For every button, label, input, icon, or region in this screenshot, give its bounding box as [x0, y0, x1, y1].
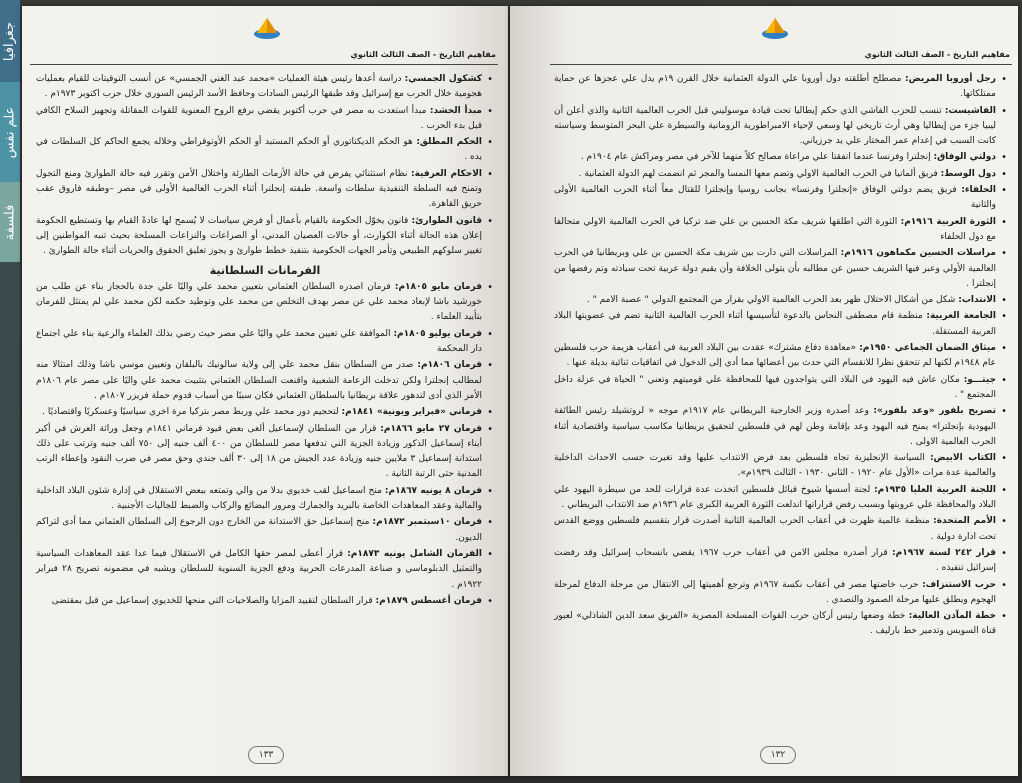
glossary-definition: مصطلح أطلقته دول أوروبا علي الدولة العثمانية خلال القرن ١٩م يدل علي عجزها عن حماية ممتلكاتها. [554, 74, 996, 100]
glossary-entry [554, 72, 996, 103]
glossary-definition: شكل من أشكال الاحتلال ظهر بعد الحرب العالمية الاولي بقرار من المجتمع الدولي " عصبة الامم " . [586, 295, 959, 306]
glossary-definition: الموافقة علي تعيين محمد علي واليًا علي مصر حيث رضي بذلك العلماء والرعية بناء علي اجتماع دار المحكمة [36, 328, 482, 355]
glossary-definition: دراسة أعدها رئيس هيئة العمليات «محمد عبد الغني الجمسي» عن أنسب التوقيتات للقيام بعمليات هجومية خلال الحرب مع إسرائيل وقد طبقها الرئيس السادات وحافظ الأسد الرئيس السوري خلال حرب اكتوبر ١٩٧٣م . [36, 74, 482, 100]
glossary-entry [36, 405, 482, 420]
tab-psychology[interactable] [0, 82, 20, 182]
glossary-definition: لجنة أسسها شيوخ قبائل فلسطين اتخذت عدة قرارات للحد من سيطرة اليهود علي البلاد والمحافظة علي عروبتها وبسبب رفض قراراتها اندلعت الثورة العربية الكبرى عام ١٩٣٦م ضد الانتداب البريطاني . [554, 484, 996, 511]
glossary-definition: نظام استثنائي يفرض في حالة الأزمات الطارئة واختلال الأمن وتقرر فيه حالة الطوارئ ومنع التجول وتمنح فيه السلطة التنفيذية سلطات واسعة. طبقته إنجلترا أثناء الحرب العالمية الأولى في مصر –وطبقه فاروق عقب حريق القاهرة. [36, 168, 482, 210]
glossary-entry [554, 167, 996, 182]
tab-label: فلسفة [2, 204, 18, 240]
glossary-entry [554, 546, 996, 577]
glossary-definition: «معاهدة دفاع مشترك» عقدت بين البلاد العربية في أعقاب هزيمة حرب فلسطين عام ١٩٤٨م لكنها لم تتحقق نظرا للانقسام التي حدث بين أعضائها مما أدي إلى الدخول في اتفاقيات ثنائية بديلة عنها . [554, 343, 996, 369]
tab-label: علم نفس [2, 106, 18, 158]
glossary-definition: قرار السلطان لتقييد المزايا والصلاحيات التي منحها للخديوي إسماعيل من قبل بمقتضى [51, 595, 376, 606]
glossary-term: الأمم المتحدة: [933, 516, 996, 527]
glossary-entry [554, 404, 996, 450]
page-header: مفاهيم التاريخ - الصف الثالث الثانوي [864, 50, 1010, 59]
header-rule [30, 64, 498, 65]
glossary-term: مراسلات الحسين مكماهون ١٩١٦م: [840, 248, 996, 259]
glossary-entry [36, 167, 482, 213]
glossary-entry [554, 341, 996, 372]
glossary-entry [36, 72, 482, 103]
tab-geography[interactable] [0, 0, 20, 82]
glossary-definition: وعد أصدره وزير الخارجية البريطاني عام ١٩١٧م موجه « لروتشيلد رئيس الطائفة اليهودية بإنجلترا» يمنح فيه اليهود وعد بإقامة وطن لهم في فلسطين لتحقيق بريطانيا مكاسب سياسية واقتصادية أثناء الحرب العالمية الاولى . [554, 406, 996, 447]
glossary-entry [554, 150, 996, 165]
glossary-definition: خطة وضعها رئيس أركان حرب القوات المسلحة المصرية «الفريق سعد الدين الشاذلي» لعبور قناة السويس وتدمير خط بارليف . [554, 611, 996, 637]
glossary-list [554, 72, 1008, 640]
glossary-definition: المراسلات التي دارت بين شريف مكة الحسين بن علي وبريطانيا في الحرب العالمية الأولي وعبر فيها الشريف حسين عن مطالبه بأن يتولى الخلافة وأن يقيم دولة عربية تحت سيادته وتم رفضها من إنجلترا . [554, 248, 996, 289]
glossary-term: الجامعة العربية: [926, 311, 997, 322]
glossary-entry [554, 514, 996, 545]
glossary-definition: قرار أعطى لمصر حقها الكامل في الاستقلال فيما عدا عقد المعاهدات السياسية والتمثيل الدبلوماسي و صناعة المدرعات الحربية ودفع الجزية السنوية للسلطان ويشبه في مضمونه تصريح ٢٨ فبراير ١٩٢٢م . [36, 548, 482, 590]
glossary-definition: قرار من السلطان لإسماعيل ألغى بعض قيود فرماني ١٨٤١م وجعل وراثة العرش في أكبر أبناء إسماعيل الذكور وزيادة الجزية التي تدفعها مصر للسلطان من ٤٠٠ ألف جنيه إلى ٧٥٠ ألف جنيه وترتب على ذلك استدانة إسماعيل ٣ ملايين جنيه وزيادة عدد الجيش من ١٨ إلى ٣٠ ألف جندي وحق مصر في ضرب النقود وإعطاء الرتب المدنية حتى الرتبة الثانية . [36, 423, 483, 480]
glossary-definition: الثورة التي اطلقها شريف مكة الحسين بن علي ضد تركيا في الحرب العالمية الاولي متحالفا مع دول الحلفاء [554, 216, 996, 242]
section-title: الفرمانات السلطانية [209, 263, 321, 277]
glossary-term: الفرمان الشامل يونيه ١٨٧٣م: [347, 548, 482, 559]
page-133 [22, 6, 508, 776]
glossary-entry [36, 214, 482, 260]
glossary-entry [554, 104, 996, 150]
glossary-entry [554, 183, 996, 214]
glossary-definition: فريق يضم دولتي الوفاق «إنجلترا وفرنسا» بجانب روسيا وإنجلترا للقتال معاً أثناء الحرب العالمية الأولى والثانية [554, 185, 996, 211]
glossary-definition: مكان عاش فيه اليهود في البلاد التي يتواجدون فيها للمحافظة علي قوميتهم وتعني " الحياة في عزلة داخل المجتمع " . [554, 374, 996, 400]
page-header: مفاهيم التاريخ - الصف الثالث الثانوي [350, 50, 496, 59]
glossary-term: فرمان يوليو ١٨٠٥م: [393, 328, 482, 339]
glossary-definition: فرمان اصدره السلطان العثماني بتعيين محمد علي واليًا علي جدة بالحجاز بناء عن طلب من خورشيد باشا لإبعاد محمد علي عن مصر بهدف التخلص من محمد علي وتوطيد حكمه لكن محمد علي لم يمتثل للفرمان بتأييد العلماء . [36, 281, 482, 323]
glossary-term: دول الوسط: [940, 168, 996, 179]
glossary-definition: لتحجيم دور محمد علي وربط مصر بتركيا مرة اخري سياسيًا وعسكريًا واقتصاديًا . [42, 407, 342, 418]
glossary-term: الحكم المطلق: [416, 137, 482, 148]
glossary-term: فرمان ٢٧ مايو ١٨٦٦م: [380, 423, 483, 434]
glossary-entry [36, 327, 482, 358]
glossary-term: دولتي الوفاق: [933, 152, 996, 163]
glossary-term: اللجنة العربية العليا ١٩٣٥م: [873, 484, 996, 495]
glossary-definition: منظمة عالمية ظهرت في أعقاب الحرب العالمية الثانية أصدرت قرار بتقسيم فلسطين ووضع القدس تحت ادارة دولية . [554, 516, 996, 542]
glossary-definition: إنجلترا وفرنسا عندما اتفقتا علي مراعاة مصالح كلاً منهما للآخر في مصر ومراكش عام ١٩٠٤م . [580, 152, 934, 163]
glossary-definition: هو الحكم الديكتاتوري أو الحكم المستبد أو الحكم الأوتوقراطي وخلاله يجمع الحاكم كل السلطات في يده . [36, 137, 482, 163]
glossary-definition: صدر من السلطان بنقل محمد علي إلى ولاية سالونيك بالبلقان وتعيين موسي باشا وذلك امتثالا منه لمطالب إنجلترا ولكن تدخلت الزعامة الشعبية واقنعت السلطان العثماني بتثبيت محمد علي واليًا على مصر عام ١٨٠٦م الأمر الذي أدى لتدهور علاقة بريطانيا بالسلطان العثماني فكان سببًا من أسباب قدوم حملة فريزر ١٨٠٧م . [36, 360, 482, 401]
glossary-entry [554, 215, 996, 246]
glossary-term: فرمان ١٨٠٦م: [417, 360, 483, 371]
glossary-entry [36, 280, 482, 326]
glossary-definition: حرب خاضتها مصر في أعقاب نكسة ١٩٦٧م وترجع أهميتها إلى الانتقال من مرحلة الدفاع لمرحلة الهجوم ويطلق عليها مرحلة الصمود والتصدي . [554, 579, 996, 605]
glossary-term: فرمان مايو ١٨٠٥م: [394, 281, 482, 292]
glossary-entry [36, 422, 482, 483]
glossary-term: قانون الطوارئ: [411, 215, 482, 226]
glossary-entry [36, 515, 482, 546]
page-132 [510, 6, 1018, 776]
tab-label: جغرافيا [2, 21, 18, 61]
glossary-entry [554, 309, 996, 340]
tab-spine [0, 262, 20, 783]
glossary-term: حرب الاستنزاف: [922, 579, 997, 590]
glossary-definition: مبدأ استعدت به مصر في حرب أكتوبر يقضي برفع الروح المعنوية للقوات المقاتلة وتجهيز السلاح الكافي قبل بدء الحرب . [36, 105, 482, 131]
glossary-term: الكتاب الابيض: [929, 453, 996, 464]
glossary-entry [36, 594, 482, 609]
glossary-term: الفاشيست: [944, 105, 996, 116]
glossary-term: رجل أوروبا المريض: [905, 74, 996, 84]
page-content [36, 72, 494, 610]
glossary-entry [554, 609, 996, 640]
page-number: ١٣٢ [760, 746, 796, 764]
glossary-term: مبدأ الحشد: [429, 105, 482, 116]
glossary-term: الحلفاء: [961, 185, 996, 196]
glossary-list [36, 72, 494, 260]
subject-tabs [0, 0, 22, 783]
publisher-logo-icon [252, 14, 282, 40]
glossary-term: فرمان ٨ يونيه ١٨٦٧م: [384, 485, 482, 496]
glossary-term: خطة المآذن العالية: [908, 611, 996, 622]
glossary-entry [554, 293, 996, 308]
glossary-definition: قانون يخوّل الحكومة بالقيام بأعمال أو فرض سياسات لا يُسمح لها عادةً القيام بها وتستطيع الحكومة إعلان هذه الحالة أثناء الكوارث، أو حالات العصيان المدني، أو الصراعات والنزاعات المسلحة بحيث تنبه المواطنين إلى تغيير سلوكهم الطبيعي وتأمر الجهات الحكومية بتنفيذ خطط طوارئ و يجوز تعليق الحقوق والحريات أثناء حالة الطوارئ . [36, 215, 482, 257]
glossary-entry [554, 578, 996, 609]
publisher-logo-icon [760, 14, 790, 40]
glossary-entry [36, 135, 482, 166]
glossary-definition: السياسة الإنجليزية تجاه فلسطين بعد فرض الانتداب عليها وقد تغيرت حسب الاحداث الداخلية والعالمية عدة مرات «الأول عام ١٩٢٠ - الثاني ١٩٣٠ - الثالث ١٩٣٩م». [554, 453, 996, 479]
glossary-term: فرمان ١٠سبتمبر ١٨٧٢م: [372, 517, 482, 528]
glossary-term: الثورة العربية ١٩١٦م: [900, 216, 996, 227]
glossary-definition: قرار أصدره مجلس الامن في أعقاب حرب ١٩٦٧ يقضي بانسحاب إسرائيل وقد رفضت إسرائيل تنفيذه . [554, 547, 996, 574]
glossary-definition: تنسب للحزب الفاشي الذي حكم إيطاليا تحت قيادة موسوليني قبل الحرب العالمية الثانية والذي أعلن أن ليبيا جزء من إيطاليا وهي أرث تاريخي لها وسعي لإحياء الامبراطورية الرومانية والسيطرة علي البحر المتوسط وسياسته كانت السبب في إعدام عمر المختار علي يد جرزياني. [554, 105, 996, 147]
glossary-entry [554, 246, 996, 292]
glossary-term: قرار ٢٤٢ لسنة ١٩٦٧م: [892, 547, 996, 558]
glossary-entry [36, 104, 482, 135]
glossary-entry [554, 373, 996, 404]
glossary-entry [554, 451, 996, 482]
glossary-entry [554, 483, 996, 514]
glossary-definition: فريق ألمانيا في الحرب العالمية الاولي وتضم معها النمسا والمجر ثم انضمت لهم الدولة العثمانية . [578, 168, 941, 179]
glossary-term: الاحكام العرفية: [410, 168, 482, 179]
glossary-term: الانتداب: [958, 295, 996, 306]
page-content [554, 72, 1008, 641]
glossary-term: فرماني «فبراير ويونية» ١٨٤١م: [341, 407, 482, 418]
glossary-list [36, 280, 494, 609]
glossary-definition: منح اسماعيل لقب خديوي بدلا من والي وتمتعه ببعض الاستقلال في إدارة شئون البلاد الداخلية والمالية وعقد المعاهدات الخاصة بالبريد والجمارك ومرور البضائع والركاب والضبط للجاليات الأجنبية . [36, 485, 482, 512]
glossary-term: كشكول الجمسي: [404, 74, 482, 84]
glossary-term: ميثاق الضمان الجماعي ١٩٥٠م: [859, 343, 996, 354]
tab-philosophy[interactable] [0, 182, 20, 262]
glossary-term: فرمان أغسطس ١٨٧٩م: [375, 595, 482, 606]
glossary-definition: منظمة قام مصطفى النحاس بالدعوة لتأسيسها أثناء الحرب العالمية الثانية تضم في عضويتها البلاد العربية المستقلة. [554, 311, 996, 337]
glossary-entry [36, 484, 482, 515]
glossary-term: جيتـــو: [963, 374, 996, 385]
glossary-entry [36, 358, 482, 404]
glossary-definition: منح إسماعيل حق الاستدانة من الخارج دون الرجوع إلى السلطان العثماني مما أدى لتراكم الديون. [36, 517, 482, 543]
page-number: ١٣٣ [248, 746, 284, 764]
header-rule [550, 64, 1012, 65]
glossary-term: تصريح بلفور «وعد بلفور»: [873, 406, 996, 417]
glossary-entry [36, 547, 482, 593]
